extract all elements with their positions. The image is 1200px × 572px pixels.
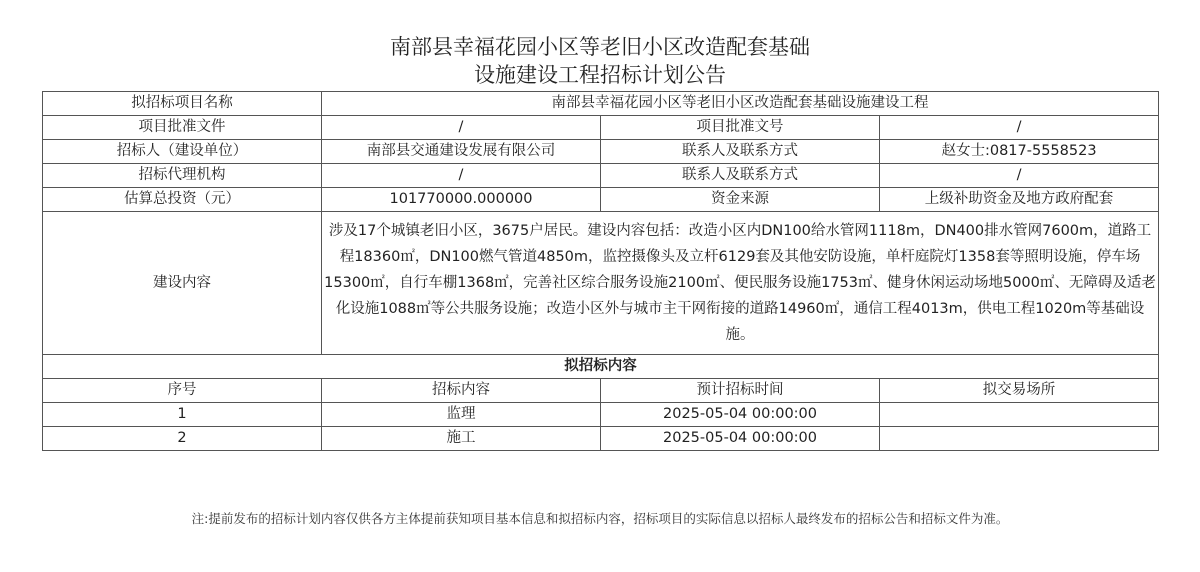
header-tender-time: 预计招标时间 xyxy=(601,379,880,403)
tenderer-label: 招标人（建设单位） xyxy=(43,140,322,164)
fund-source-value: 上级补助资金及地方政府配套 xyxy=(880,188,1159,212)
investment-label: 估算总投资（元） xyxy=(43,188,322,212)
agency-contact-label: 联系人及联系方式 xyxy=(601,164,880,188)
disclaimer-note: 注:提前发布的招标计划内容仅供各方主体提前获知项目基本信息和拟招标内容，招标项目的实际信息以招标人最终发布的招标公告和招标文件为准。 xyxy=(191,511,1009,526)
project-name-label: 拟招标项目名称 xyxy=(43,92,322,116)
construction-content-row xyxy=(43,212,1159,355)
tender-header-row xyxy=(43,379,1159,403)
table-row xyxy=(43,427,1159,451)
agency-label: 招标代理机构 xyxy=(43,164,322,188)
row-trading-venue xyxy=(880,427,1159,451)
investment-value: 101770000.000000 xyxy=(322,188,601,212)
approval-row xyxy=(43,116,1159,140)
construction-content-value: 涉及17个城镇老旧小区，3675户居民。建设内容包括：改造小区内DN100给水管网1118m，DN400排水管网7600m，道路工程18360㎡，DN100燃气管道4850m，监控摄像头及立杆6129套及其他安防设施，单杆庭院灯1358套等照明设施，停车场15300㎡，自行车棚1368㎡，完善社区综合服务设施2100㎡、便民服务设施1753㎡、健身休闲运动场地5000㎡、无障碍及适老化设施1088㎡等公共服务设施；改造小区外与城市主干网衔接的道路14960㎡，通信工程4013m，供电工程1020m等基础设施。 xyxy=(322,212,1159,355)
tender-section-title: 拟招标内容 xyxy=(43,355,1159,379)
investment-row xyxy=(43,188,1159,212)
row-tender-content: 施工 xyxy=(322,427,601,451)
approval-doc-value: / xyxy=(322,116,601,140)
construction-content-label: 建设内容 xyxy=(43,212,322,355)
tenderer-contact-label: 联系人及联系方式 xyxy=(601,140,880,164)
header-tender-content: 招标内容 xyxy=(322,379,601,403)
tenderer-contact-value: 赵女士:0817-5558523 xyxy=(880,140,1159,164)
row-tender-time: 2025-05-04 00:00:00 xyxy=(601,403,880,427)
tender-section-row xyxy=(43,355,1159,379)
header-trading-venue: 拟交易场所 xyxy=(880,379,1159,403)
announcement-title-line-2: 设施建设工程招标计划公告 xyxy=(474,63,726,87)
tenderer-row xyxy=(43,140,1159,164)
agency-row xyxy=(43,164,1159,188)
approval-no-value: / xyxy=(880,116,1159,140)
tenderer-value: 南部县交通建设发展有限公司 xyxy=(322,140,601,164)
table-row xyxy=(43,403,1159,427)
tender-plan-table xyxy=(42,91,1159,451)
approval-doc-label: 项目批准文件 xyxy=(43,116,322,140)
approval-no-label: 项目批准文号 xyxy=(601,116,880,140)
row-trading-venue xyxy=(880,403,1159,427)
agency-value: / xyxy=(322,164,601,188)
project-name-row xyxy=(43,92,1159,116)
row-seq: 1 xyxy=(43,403,322,427)
project-name-value: 南部县幸福花园小区等老旧小区改造配套基础设施建设工程 xyxy=(322,92,1159,116)
header-seq: 序号 xyxy=(43,379,322,403)
row-seq: 2 xyxy=(43,427,322,451)
row-tender-content: 监理 xyxy=(322,403,601,427)
agency-contact-value: / xyxy=(880,164,1159,188)
row-tender-time: 2025-05-04 00:00:00 xyxy=(601,427,880,451)
announcement-title-line-1: 南部县幸福花园小区等老旧小区改造配套基础 xyxy=(390,35,810,59)
fund-source-label: 资金来源 xyxy=(601,188,880,212)
